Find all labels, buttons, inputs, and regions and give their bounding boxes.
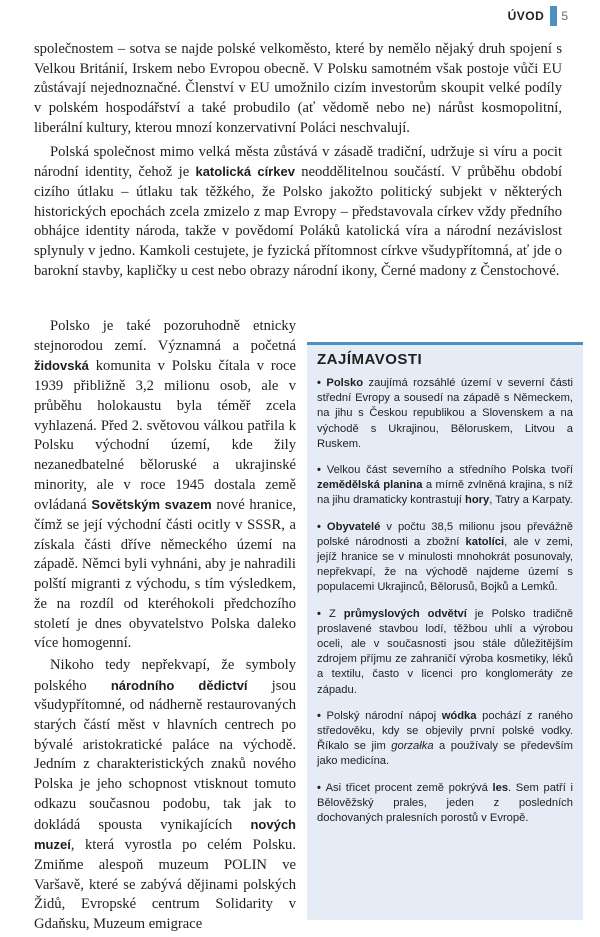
bullet-icon: • — [317, 709, 327, 722]
bullet-icon: • — [317, 520, 327, 533]
page-number: 5 — [561, 9, 568, 23]
list-item: • Asi třicet procent země pokrývá les. Sem patří i Bělověžský prales, jeden z posledních dochovaných pralesních porostů v Evropě. — [317, 781, 573, 825]
main-text — [34, 40, 562, 285]
keyword: katolická církev — [195, 164, 295, 180]
section-title: ÚVOD — [507, 9, 545, 23]
keyword: Sovětským svazem — [91, 497, 212, 513]
paragraph: Polská společnost mimo velká města zůstává v zásadě tradiční, udržuje si víru a pocit národní identity, čehož je katolická církev neoddělitelnou součástí. V průběhu období cizího útlaku – útlaku tak těžkého, že Polsko jakožto politický subjekt v některých historických epochách zcela zmizelo z map Evropy – představovala církev vždy předního obhájce identity národa, takže v povědomí Poláků katolická víra a národní nezávislost splynuly v jedno. Kamkoli cestujete, je fyzická přítomnost církve všudypřítomná, ať jde o barokní stavby, kapličky u cest nebo obrazy národní ikony, Černé madony z Čenstochové. — [34, 143, 562, 279]
header-accent-bar — [550, 6, 557, 26]
keyword: národního dědictví — [110, 677, 248, 693]
bullet-icon: • — [317, 781, 326, 794]
list-item: • Obyvatelé v počtu 38,5 milionu jsou převážně polské národnosti a zbožní katolíci, ale v zemi, jejíž hranice se v minulosti mnohokrát posunovaly, nepřekvapí, že na východě najdeme území s populacemi Ukrajinců, Bělorusů, Bojků a Lemků. — [317, 520, 574, 594]
box-title: ZAJÍMAVOSTI — [317, 351, 423, 368]
bullet-icon: • — [317, 464, 327, 477]
list-item: • Velkou část severního a středního Polska tvoří zemědělská planina a mírně zvlněná krajina, s níž na jihu dramaticky kontrastují hory, Tatry a Karpaty. — [317, 464, 574, 507]
facts-box — [307, 342, 583, 920]
list-item: • Polský národní nápoj wódka pochází z raného středověku, kdy se objevily první polské vodky. Říkalo se jim gorzałka a používaly se především jako medicína. — [317, 709, 573, 768]
paragraph: společnostem – sotva se najde polské velkoměsto, které by nemělo nějaký druh spojení s Velkou Británií, Irskem nebo Evropou obecně. V Polsku samotném však postoje vůči EU zůstávají nejednoznačné. Členství v EU umožnilo cizím investorům skoupit velké podíly v polském hospodářství a také probudilo (ať vědomě nebo ne) nárůst kosmopolitní, liberální kultury, kterou mnozí konzervativní Poláci neschvalují. — [34, 41, 562, 136]
list-item: • Polsko zaujímá rozsáhlé území v severní části střední Evropy a sousedí na západě s Německem, na jihu s Českou republikou a Slovenskem a na východě s Ukrajinou, Běloruskem, Litvou a Ruskem. — [317, 377, 573, 450]
paragraph: Nikoho tedy nepřekvapí, že symboly polského národního dědictví jsou všudypřítomné, od nádherně restaurovaných starých částí měst v hlavních centrech po bývalé aristokratické paláce na východě. Jedním z charakteristických znaků nového Polska je jeho schopnost vtisknout tomuto odkazu současnou podobu, tak jak to dokládá spousta vynikajících nových muzeí, která vyrostla po celém Polsku. Zmiňme alespoň muzeum POLIN ve Varšavě, které se zabývá dějinami polských Židů, Evropské centrum Solidarity v Gdaňsku, Muzeum emigrace — [34, 656, 296, 933]
bullet-icon: • — [317, 607, 329, 620]
left-column — [34, 317, 296, 937]
keyword: nových muzeí — [34, 816, 296, 853]
bullet-icon: • — [317, 377, 327, 389]
paragraph: Polsko je také pozoruhodně etnicky stejnorodou zemí. Významná a početná židovská komunita v Polsku čítala v roce 1939 přibližně 3,2 milionu osob, ale v průběhu holokaustu byla téměř zcela vyhlazená. Před 2. světovou válkou patřila k Polsku východní území, kde žily nezanedbatelné běloruské a ukrajinské minority, ale v roce 1945 dostala země ovládaná Sovětským svazem nové hranice, čímž se její východní části ocitly v SSSR, a získala části dříve německého území na západě. Němci byli vyhnáni, aby je nahradili polští migranti z východu, s tím výsledkem, že na rozdíl od kteréhokoli předchozího století je dnes obyvatelstvo Polska daleko více homogenní. — [34, 318, 296, 652]
keyword: židovská — [34, 358, 89, 374]
page-header — [508, 6, 600, 26]
list-item: • Z průmyslových odvětví je Polsko tradičně proslavené stavbou lodí, těžbou uhlí a výrobou oceli, ale v současnosti jsou stále důležitějším zdrojem příjmu ze zahraničí výroba kosmetiky, léků a textilu, často v licenci pro konglomeráty ze západu. — [317, 607, 573, 696]
